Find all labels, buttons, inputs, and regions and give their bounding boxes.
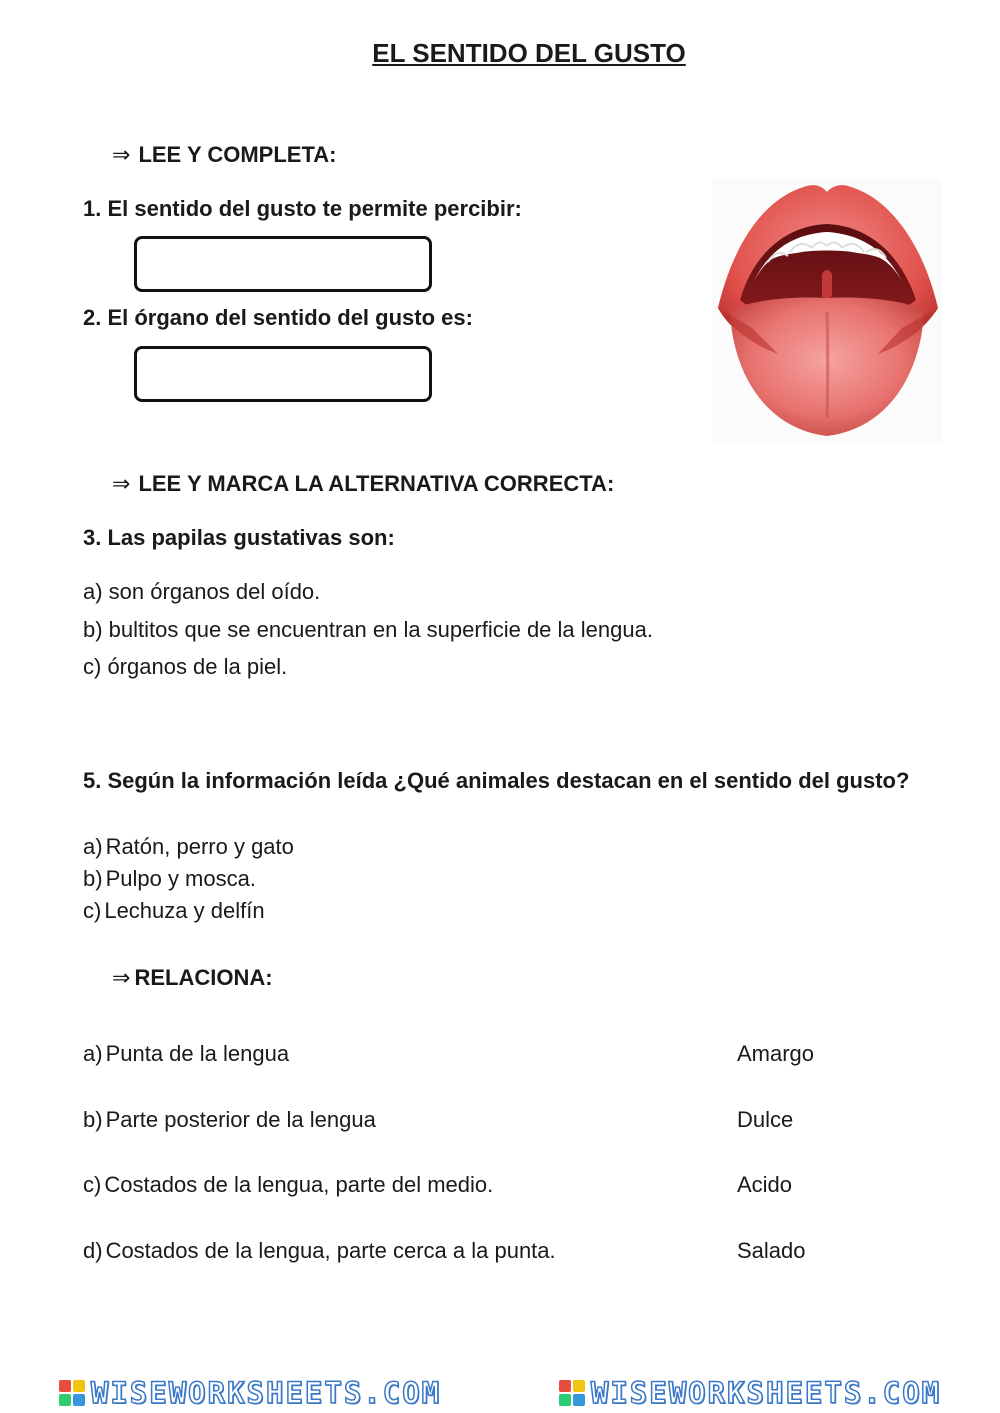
answer-field-2[interactable] (134, 346, 432, 402)
arrow-icon: ⇒ (112, 142, 131, 167)
brand-mark (559, 1376, 941, 1410)
option-text: Pulpo y mosca. (105, 866, 256, 891)
logo-icon (59, 1380, 85, 1406)
question-1: 1. El sentido del gusto te permite percibir: (83, 196, 522, 221)
footer-watermark (0, 1372, 1000, 1413)
relate-right-4[interactable]: Salado (737, 1238, 806, 1263)
logo-icon (559, 1380, 585, 1406)
q3-option-b[interactable]: b) bultitos que se encuentran en la superficie de la lengua. (83, 617, 653, 642)
option-text: Ratón, perro y gato (105, 834, 294, 859)
relate-right-3[interactable]: Acido (737, 1172, 793, 1197)
brand-text: WISEWORKSHEETS.COM (90, 1375, 442, 1410)
relate-left-b[interactable]: b) Parte posterior de la lengua (83, 1107, 376, 1132)
question-5: 5. Según la información leída ¿Qué animales destacan en el sentido del gusto? (83, 768, 910, 793)
relate-right-2[interactable]: Dulce (737, 1107, 794, 1132)
q5-option-c[interactable] (83, 898, 265, 924)
brand-mark (59, 1376, 441, 1410)
option-letter: b) (83, 866, 103, 891)
brand-text: WISEWORKSHEETS.COM (590, 1375, 942, 1410)
arrow-icon: ⇒ (112, 471, 131, 496)
section-relate-label: RELACIONA: (134, 965, 273, 990)
option-text: Lechuza y delfín (104, 898, 265, 923)
section-mark-label: LEE Y MARCA LA ALTERNATIVA CORRECTA: (138, 471, 615, 496)
section-relate-heading (112, 965, 273, 991)
section-complete-label: LEE Y COMPLETA: (138, 142, 337, 167)
relate-left-c[interactable]: c) Costados de la lengua, parte del medio. (83, 1172, 494, 1197)
relate-left-d[interactable]: d) Costados de la lengua, parte cerca a la punta. (83, 1238, 556, 1263)
answer-field-1[interactable] (134, 236, 432, 292)
arrow-icon: ⇒ (112, 965, 131, 990)
section-mark-heading (112, 471, 614, 497)
option-letter: c) (83, 898, 102, 923)
question-2: 2. El órgano del sentido del gusto es: (83, 305, 473, 330)
option-letter: a) (83, 834, 103, 859)
question-3: 3. Las papilas gustativas son: (83, 525, 395, 550)
relate-left-a[interactable]: a) Punta de la lengua (83, 1041, 290, 1066)
relate-right-1[interactable]: Amargo (737, 1041, 815, 1066)
page-title: EL SENTIDO DEL GUSTO (372, 38, 686, 68)
tongue-mouth-icon (712, 178, 942, 444)
q5-option-a[interactable] (83, 834, 294, 860)
q3-option-a[interactable]: a) son órganos del oído. (83, 579, 321, 604)
q5-option-b[interactable] (83, 866, 256, 892)
q3-option-c[interactable]: c) órganos de la piel. (83, 654, 288, 679)
section-complete-heading (112, 142, 336, 168)
